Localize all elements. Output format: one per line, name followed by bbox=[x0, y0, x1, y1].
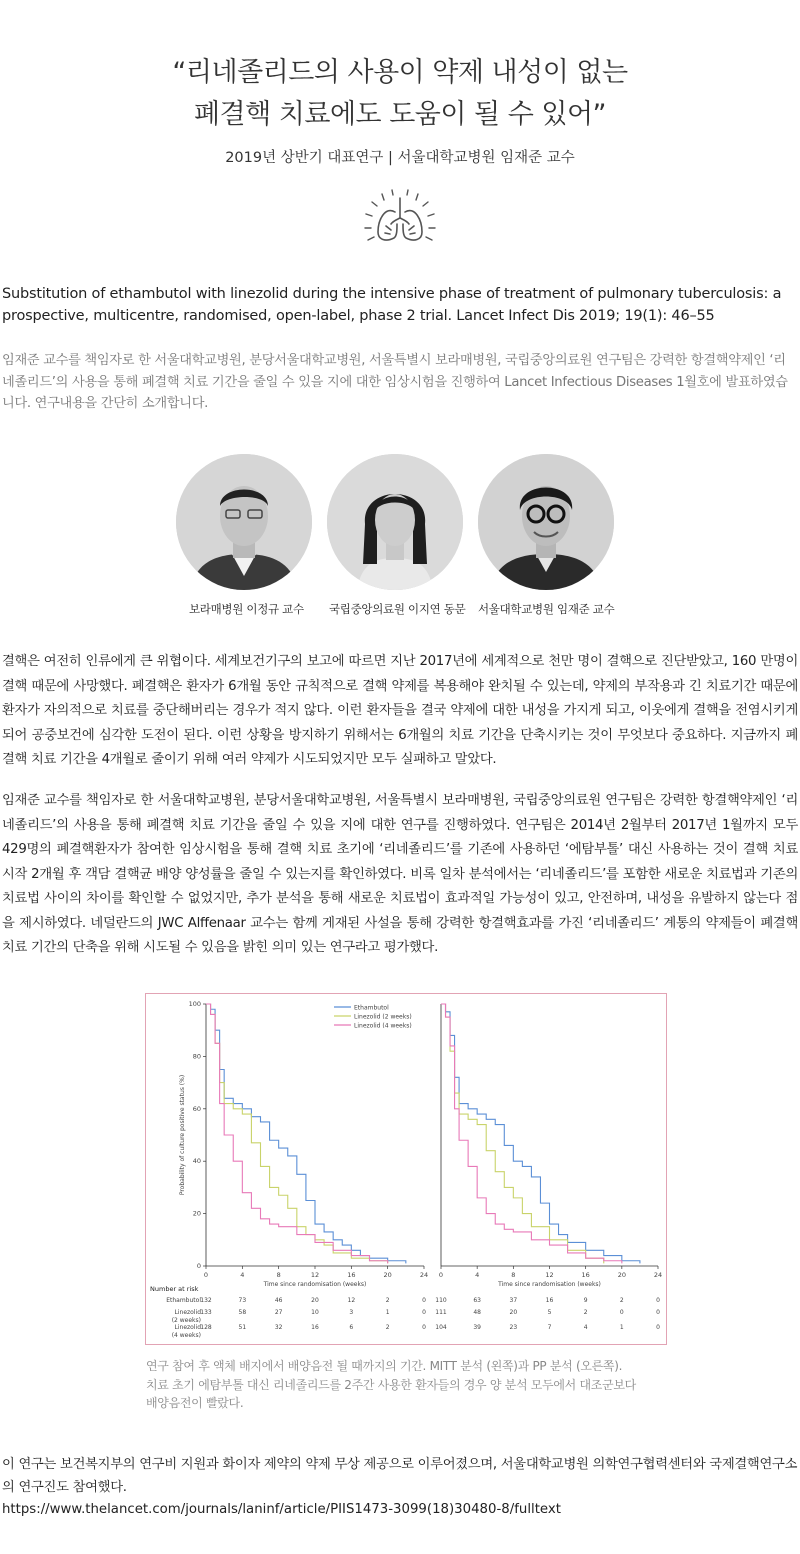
risk-value-1-2-6: 1 bbox=[385, 1309, 390, 1316]
risk-value-2-3-3: 23 bbox=[509, 1324, 518, 1331]
risk-value-2-3-4: 7 bbox=[547, 1324, 552, 1331]
portrait-photo-3 bbox=[478, 454, 614, 590]
risk-value-1-3-4: 16 bbox=[311, 1324, 319, 1331]
km-figure bbox=[145, 993, 667, 1345]
portrait-caption-1: 보라매병원 이정규 교수 bbox=[189, 602, 304, 616]
y-axis-label-1: Probability of culture positive status (%) bbox=[179, 1074, 186, 1196]
figure-caption-line-3: 배양음전이 빨랐다. bbox=[146, 1396, 244, 1410]
x-tick-label-1-20: 20 bbox=[383, 1271, 392, 1279]
risk-value-1-1-7: 0 bbox=[422, 1297, 426, 1304]
intro-text: 임재준 교수를 책임자로 한 서울대학교병원, 분당서울대학교병원, 서울특별시 보라매병원, 국립중앙의료원 연구팀은 강력한 항결핵약제인 ‘리네졸리드’의 사용을 통해 폐결핵 치료 기간을 줄일 수 있을 지에 대한 임상시험을 진행하여 Lancet Infectious Diseases 1월호에 발표하였습니다. 연구내용을 간단히 소개합니다. bbox=[2, 353, 788, 411]
title-line-2: 폐결핵 치료에도 도움이 될 수 있어” bbox=[193, 99, 607, 130]
series-line-1-2 bbox=[206, 1004, 388, 1263]
y-tick-label-1-100: 100 bbox=[188, 1000, 201, 1008]
risk-value-2-2-4: 5 bbox=[547, 1309, 552, 1316]
article-link[interactable]: https://www.thelancet.com/journals/laninf/article/PIIS1473-3099(18)30480-8/fulltext bbox=[2, 1502, 561, 1517]
risk-value-1-1-2: 73 bbox=[238, 1297, 247, 1304]
legend-label-3: Linezolid (4 weeks) bbox=[354, 1022, 412, 1030]
risk-value-1-1-6: 2 bbox=[385, 1297, 390, 1304]
lungs-icon bbox=[360, 188, 440, 250]
risk-value-2-1-7: 0 bbox=[656, 1297, 660, 1304]
portrait-photo-2 bbox=[327, 454, 463, 590]
risk-value-1-3-2: 51 bbox=[238, 1324, 247, 1331]
risk-value-1-2-7: 0 bbox=[422, 1309, 426, 1316]
y-tick-label-1-40: 40 bbox=[192, 1157, 201, 1166]
risk-value-1-1-5: 12 bbox=[347, 1297, 356, 1304]
x-tick-label-2-8: 8 bbox=[511, 1271, 516, 1279]
risk-value-2-3-2: 39 bbox=[473, 1324, 481, 1331]
risk-row-label-3: Linezolid bbox=[174, 1324, 201, 1331]
x-tick-label-1-16: 16 bbox=[347, 1271, 356, 1279]
risk-value-1-2-3: 27 bbox=[274, 1309, 283, 1316]
risk-value-1-1-1: 132 bbox=[200, 1297, 212, 1304]
risk-value-1-1-3: 46 bbox=[274, 1297, 283, 1304]
km-chart-svg bbox=[146, 994, 666, 1344]
x-tick-label-1-4: 4 bbox=[240, 1271, 245, 1279]
y-tick-label-1-20: 20 bbox=[192, 1209, 201, 1218]
portrait-caption-3: 서울대학교병원 임재준 교수 bbox=[478, 602, 615, 616]
risk-value-2-1-6: 2 bbox=[619, 1297, 624, 1304]
body-paragraph-1: 결핵은 여전히 인류에게 큰 위협이다. 세계보건기구의 보고에 따르면 지난 2017년에 세계적으로 천만 명이 결핵으로 진단받았고, 160 만명이 결핵 때문에 사망했다. 폐결핵은 환자가 6개월 동안 규칙적으로 결핵 약제를 복용해야 완치될 수 있는데, 약제의 부작용과 긴 치료기간 때문에 환자가 자의적으로 치료를 중단해버리는 경우가 적지 않다. 이런 환자들을 결국 약제에 대한 내성을 가지게 되고, 이웃에게 결핵을 전염시키게 되어 공중보건에 심각한 도전이 된다. 이런 상황을 방지하기 위해서는 6개월의 치료 기간을 단축시키는 것이 무엇보다 중요하다. 지금까지 폐결핵 치료 기간을 4개월로 줄이기 위해 여러 약제가 시도되었지만 모두 실패하고 말았다. bbox=[2, 654, 798, 767]
risk-value-1-2-2: 58 bbox=[238, 1309, 247, 1316]
y-tick-label-1-80: 80 bbox=[192, 1052, 201, 1061]
risk-value-2-3-6: 1 bbox=[619, 1324, 624, 1331]
x-tick-label-2-12: 12 bbox=[545, 1271, 554, 1279]
risk-value-1-3-5: 6 bbox=[349, 1324, 354, 1331]
risk-value-1-2-4: 10 bbox=[311, 1309, 319, 1316]
series-line-2-2 bbox=[441, 1004, 604, 1263]
risk-value-1-3-3: 32 bbox=[274, 1324, 283, 1331]
risk-value-2-1-2: 63 bbox=[473, 1297, 481, 1304]
risk-value-2-2-3: 20 bbox=[509, 1309, 518, 1316]
title-line-1: “리네졸리드의 사용이 약제 내성이 없는 bbox=[172, 57, 628, 88]
risk-value-2-1-1: 110 bbox=[435, 1297, 447, 1304]
risk-value-1-1-4: 20 bbox=[311, 1297, 319, 1304]
risk-row-label-2: Linezolid bbox=[174, 1309, 201, 1316]
figure-caption-line-1: 연구 참여 후 액체 배지에서 배양음전 될 때까지의 기간. MITT 분석 (왼쪽)과 PP 분석 (오른쪽). bbox=[146, 1359, 623, 1373]
x-tick-label-2-16: 16 bbox=[581, 1271, 590, 1279]
x-tick-label-1-0: 0 bbox=[203, 1271, 209, 1279]
portrait-photo-1 bbox=[176, 454, 312, 590]
legend-label-2: Linezolid (2 weeks) bbox=[354, 1013, 412, 1021]
risk-value-2-1-5: 9 bbox=[583, 1297, 588, 1304]
body-paragraph-2: 임재준 교수를 책임자로 한 서울대학교병원, 분당서울대학교병원, 서울특별시 보라매병원, 국립중앙의료원 연구팀은 강력한 항결핵약제인 ‘리네졸리드’의 사용을 통해 폐결핵 치료 기간을 줄일 수 있을 지에 대한 연구를 진행하였다. 연구팀은 2014년 2월부터 2017년 1월까지 모두 429명의 폐결핵환자가 참여한 임상시험을 통해 결핵 치료 초기에 ‘리네졸리드’를 기존에 사용하던 ‘에탐부톨’ 대신 사용하는 것이 결핵 치료 시작 2개월 후 객담 결핵균 배양 양성률을 줄일 수 있는지를 확인하였다. 비록 일차 분석에서는 ‘리네졸리드’를 포함한 새로운 치료법과 기존의 치료법 사이의 차이를 확인할 수 없었지만, 추가 분석을 통해 새로운 치료법이 효과적일 가능성이 있고, 안전하며, 내성을 유발하지 않는다 점을 제시하였다. 네덜란드의 JWC Alffenaar 교수는 함께 게재된 사설을 통해 강력한 항결핵효과를 가진 ‘리네졸리드’ 계통의 약제들이 폐결핵 치료 기간의 단축을 위해 시도될 수 있음을 밝힌 의미 있는 연구라고 평가했다. bbox=[2, 793, 798, 955]
risk-value-2-2-1: 111 bbox=[435, 1309, 447, 1316]
risk-row-label-1: Ethambutol bbox=[166, 1297, 201, 1304]
figure-caption-line-2: 치료 초기 에탐부톨 대신 리네졸리드를 2주간 사용한 환자들의 경우 양 분석 모두에서 대조군보다 bbox=[146, 1377, 636, 1392]
risk-value-2-1-4: 16 bbox=[545, 1297, 554, 1304]
x-tick-label-2-20: 20 bbox=[617, 1271, 626, 1279]
page-title bbox=[0, 52, 800, 136]
figure-caption bbox=[146, 1357, 666, 1413]
risk-value-1-2-1: 133 bbox=[200, 1309, 212, 1316]
risk-value-2-3-1: 104 bbox=[435, 1324, 447, 1331]
risk-value-2-3-7: 0 bbox=[656, 1324, 660, 1331]
page-subtitle: 2019년 상반기 대표연구 | 서울대학교병원 임재준 교수 bbox=[225, 150, 575, 166]
risk-value-1-3-7: 0 bbox=[422, 1324, 426, 1331]
risk-value-1-2-5: 3 bbox=[349, 1309, 354, 1316]
risk-value-2-2-2: 48 bbox=[473, 1309, 481, 1316]
risk-value-2-2-7: 0 bbox=[656, 1309, 660, 1316]
risk-value-2-2-5: 2 bbox=[583, 1309, 588, 1316]
x-tick-label-2-0: 0 bbox=[438, 1271, 444, 1279]
x-tick-label-1-8: 8 bbox=[276, 1271, 281, 1279]
x-tick-label-2-24: 24 bbox=[653, 1271, 663, 1279]
risk-value-1-3-6: 2 bbox=[385, 1324, 390, 1331]
y-tick-label-1-0: 0 bbox=[196, 1262, 201, 1270]
x-tick-label-2-4: 4 bbox=[475, 1271, 480, 1279]
funding-note: 이 연구는 보건복지부의 연구비 지원과 화이자 제약의 약제 무상 제공으로 이루어졌으며, 서울대학교병원 의학연구협력센터와 국제결핵연구소의 연구진도 참여했다. bbox=[2, 1457, 798, 1495]
risk-value-2-2-6: 0 bbox=[619, 1309, 624, 1316]
risk-value-2-1-3: 37 bbox=[509, 1297, 518, 1304]
risk-value-2-3-5: 4 bbox=[583, 1324, 588, 1331]
y-tick-label-1-60: 60 bbox=[192, 1104, 201, 1113]
risk-row-sublabel-2: (2 weeks) bbox=[171, 1317, 201, 1324]
x-axis-label-1: Time since randomisation (weeks) bbox=[263, 1281, 367, 1288]
risk-row-sublabel-3: (4 weeks) bbox=[171, 1332, 201, 1339]
paper-citation: Substitution of ethambutol with linezolid during the intensive phase of treatment of pulmonary tuberculosis: a prospective, multicentre, randomised, open-label, phase 2 trial. Lancet Infect Dis 2019; 19(1): 46–55 bbox=[2, 286, 782, 324]
x-tick-label-1-24: 24 bbox=[419, 1271, 429, 1279]
series-line-1-1 bbox=[206, 1004, 406, 1263]
risk-table-title: Number at risk bbox=[150, 1285, 199, 1293]
x-tick-label-1-12: 12 bbox=[310, 1271, 320, 1279]
series-line-2-1 bbox=[441, 1004, 640, 1263]
portrait-caption-2: 국립중앙의료원 이지연 동문 bbox=[329, 602, 466, 616]
risk-value-1-3-1: 128 bbox=[200, 1324, 212, 1331]
x-axis-label-2: Time since randomisation (weeks) bbox=[498, 1281, 601, 1288]
legend-label-1: Ethambutol bbox=[354, 1004, 389, 1012]
